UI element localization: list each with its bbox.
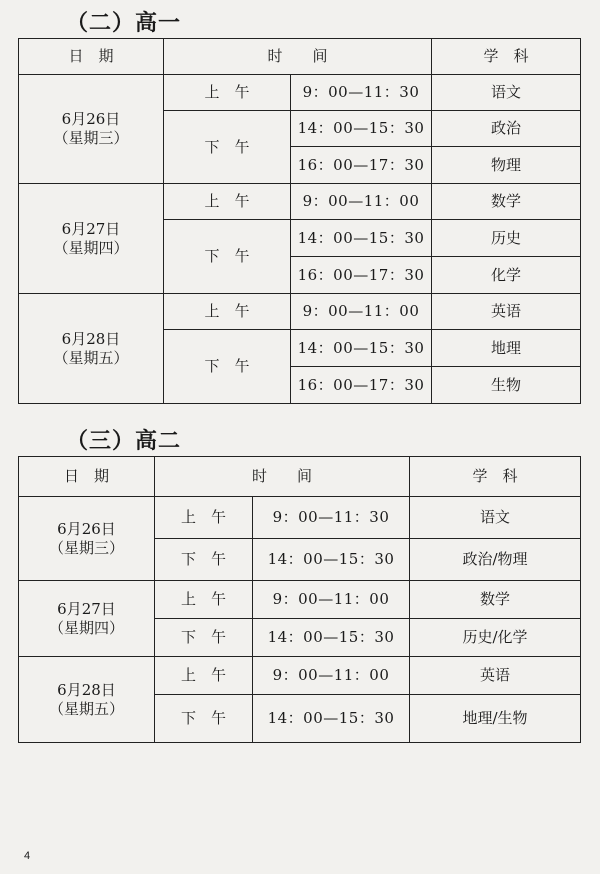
date-cell <box>19 184 164 294</box>
table-row <box>19 581 581 619</box>
header-date: 日 期 <box>19 39 164 75</box>
date-cell <box>19 497 155 581</box>
subject-cell: 英语 <box>410 657 581 695</box>
period-cell: 上 午 <box>164 294 291 330</box>
table-row <box>19 657 581 695</box>
schedule-table-grade11 <box>18 456 581 743</box>
period-cell: 下 午 <box>155 539 253 581</box>
weekday-text: （星期五） <box>48 699 124 718</box>
date-text: 6月27日 <box>57 599 116 618</box>
period-cell: 上 午 <box>164 75 291 111</box>
weekday-text: （星期四） <box>48 618 124 637</box>
subject-cell: 数学 <box>432 184 581 220</box>
subject-cell: 英语 <box>432 294 581 330</box>
time-cell: 16：00—17：30 <box>291 147 432 184</box>
section-title-grade10: （二）高一 <box>66 10 182 36</box>
time-cell: 9：00—11：00 <box>253 657 410 695</box>
date-text: 6月26日 <box>61 110 121 128</box>
header-row <box>19 457 581 497</box>
time-cell: 14：00—15：30 <box>291 330 432 367</box>
header-time: 时 间 <box>155 457 410 497</box>
period-cell: 上 午 <box>155 497 253 539</box>
time-cell: 14：00—15：30 <box>291 220 432 257</box>
subject-cell: 政治 <box>432 111 581 147</box>
table-row <box>19 184 581 220</box>
date-text: 6月27日 <box>61 219 121 238</box>
subject-cell: 生物 <box>432 367 581 404</box>
page-number: 4 <box>24 850 31 862</box>
header-subject: 学 科 <box>432 39 581 75</box>
period-cell: 下 午 <box>155 695 253 743</box>
time-cell: 16：00—17：30 <box>291 367 432 404</box>
time-cell: 9：00—11：30 <box>291 75 432 111</box>
subject-cell: 地理/生物 <box>410 695 581 743</box>
time-cell: 14：00—15：30 <box>253 619 410 657</box>
time-cell: 14：00—15：30 <box>253 695 410 743</box>
header-time: 时 间 <box>164 39 432 75</box>
period-cell: 上 午 <box>155 581 253 619</box>
section-title-grade11: （三）高二 <box>66 428 182 454</box>
time-cell: 9：00—11：30 <box>253 497 410 539</box>
time-cell: 9：00—11：00 <box>253 581 410 619</box>
period-cell: 下 午 <box>164 111 291 184</box>
date-cell <box>19 581 155 657</box>
time-cell: 14：00—15：30 <box>253 539 410 581</box>
date-cell <box>19 294 164 404</box>
time-cell: 9：00—11：00 <box>291 294 432 330</box>
subject-cell: 化学 <box>432 257 581 294</box>
period-cell: 下 午 <box>164 330 291 404</box>
weekday-text: （星期五） <box>53 348 129 367</box>
date-cell <box>19 657 155 743</box>
time-cell: 16：00—17：30 <box>291 257 432 294</box>
date-text: 6月28日 <box>57 680 116 699</box>
weekday-text: （星期四） <box>53 238 129 257</box>
table-row <box>19 497 581 539</box>
period-cell: 下 午 <box>155 619 253 657</box>
weekday-text: （星期三） <box>48 538 124 557</box>
table-row <box>19 294 581 330</box>
header-date: 日 期 <box>19 457 155 497</box>
header-subject: 学 科 <box>410 457 581 497</box>
subject-cell: 政治/物理 <box>410 539 581 581</box>
subject-cell: 数学 <box>410 581 581 619</box>
subject-cell: 地理 <box>432 330 581 367</box>
subject-cell: 历史/化学 <box>410 619 581 657</box>
date-cell <box>19 75 164 184</box>
time-cell: 9：00—11：00 <box>291 184 432 220</box>
subject-cell: 语文 <box>410 497 581 539</box>
subject-cell: 语文 <box>432 75 581 111</box>
date-text: 6月28日 <box>61 329 121 348</box>
time-cell: 14：00—15：30 <box>291 111 432 147</box>
period-cell: 下 午 <box>164 220 291 294</box>
schedule-table-grade10 <box>18 38 581 404</box>
subject-cell: 历史 <box>432 220 581 257</box>
period-cell: 上 午 <box>164 184 291 220</box>
period-cell: 上 午 <box>155 657 253 695</box>
date-text: 6月26日 <box>57 519 116 538</box>
header-row <box>19 39 581 75</box>
weekday-text: （星期三） <box>53 129 129 147</box>
table-row <box>19 75 581 111</box>
subject-cell: 物理 <box>432 147 581 184</box>
